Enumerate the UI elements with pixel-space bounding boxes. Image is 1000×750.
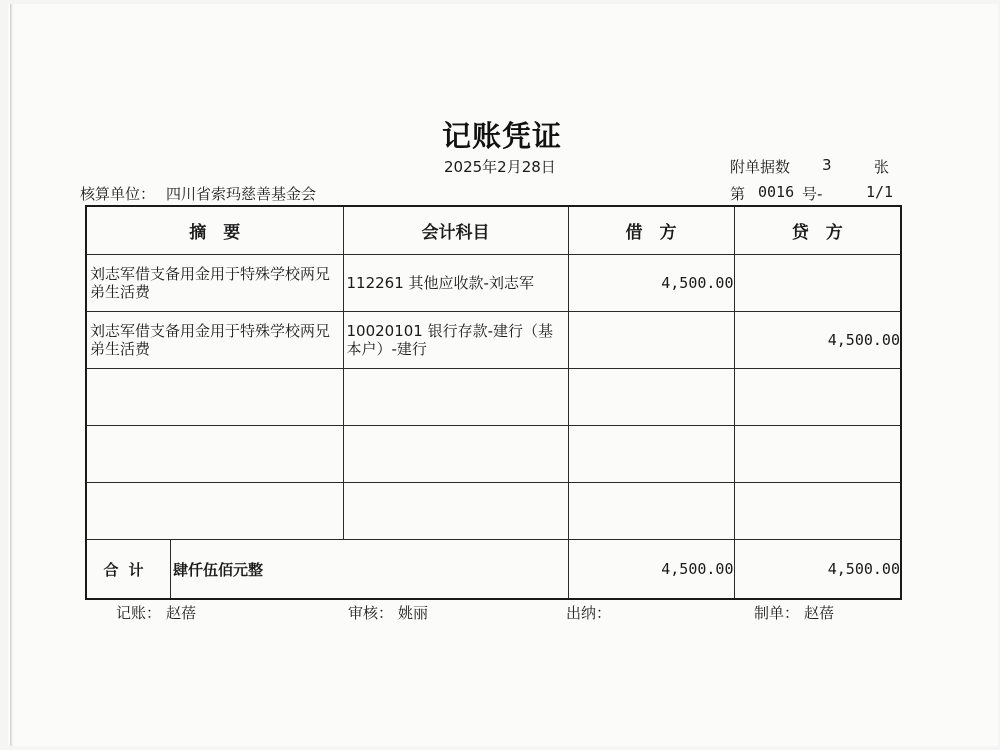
entry-debit: 4,500.00	[568, 255, 734, 312]
entry-credit	[734, 255, 901, 312]
unit-label: 核算单位：	[80, 185, 156, 203]
attachments-count: 3	[822, 156, 832, 174]
entry-credit	[734, 426, 901, 483]
page-title: 记账凭证	[442, 119, 563, 153]
header-credit: 贷 方	[734, 206, 901, 255]
bookkeeper-label: 记账：	[116, 604, 162, 622]
header-account: 会计科目	[343, 206, 568, 255]
reviewer-label: 审核：	[348, 604, 394, 622]
entry-summary: 刘志军借支备用金用于特殊学校两兄弟生活费	[90, 322, 331, 358]
total-label: 合计	[87, 540, 171, 598]
entry-debit	[568, 369, 734, 426]
entry-credit	[734, 369, 901, 426]
entry-debit	[568, 426, 734, 483]
attachments-label: 附单据数	[730, 158, 791, 176]
preparer-label: 制单：	[754, 604, 800, 622]
reviewer-name: 姚丽	[398, 604, 429, 622]
total-amount-words: 肆仟伍佰元整	[173, 560, 264, 579]
entry-summary: 刘志军借支备用金用于特殊学校两兄弟生活费	[90, 265, 331, 301]
table-row	[86, 426, 901, 483]
bookkeeper-name: 赵蓓	[166, 604, 197, 622]
entry-debit	[568, 483, 734, 540]
voucher-page: 1/1	[866, 183, 894, 201]
table-row	[86, 255, 901, 312]
entry-account: 112261 其他应收款-刘志军	[346, 274, 534, 292]
entry-account: 10020101 银行存款-建行（基本户）-建行	[346, 322, 554, 358]
table-header-row	[86, 206, 901, 255]
attachments-unit: 张	[874, 158, 890, 176]
entry-credit	[734, 483, 901, 540]
voucher-number: 0016	[758, 183, 795, 201]
voucher-no-prefix: 第	[730, 185, 746, 203]
header-summary: 摘 要	[86, 206, 343, 255]
table-row	[86, 312, 901, 369]
total-row	[86, 540, 901, 600]
total-debit: 4,500.00	[568, 540, 734, 600]
voucher-date: 2025年2月28日	[444, 158, 556, 176]
preparer-name: 赵蓓	[804, 604, 835, 622]
voucher-no-suffix: 号-	[802, 185, 823, 203]
table-row	[86, 483, 901, 540]
header-debit: 借 方	[568, 206, 734, 255]
table-row	[86, 369, 901, 426]
total-credit: 4,500.00	[734, 540, 901, 600]
unit-name: 四川省索玛慈善基金会	[166, 185, 317, 203]
entry-credit: 4,500.00	[734, 312, 901, 369]
entry-debit	[568, 312, 734, 369]
voucher-table	[85, 205, 902, 600]
voucher-page	[8, 4, 998, 746]
cashier-label: 出纳：	[566, 604, 612, 622]
